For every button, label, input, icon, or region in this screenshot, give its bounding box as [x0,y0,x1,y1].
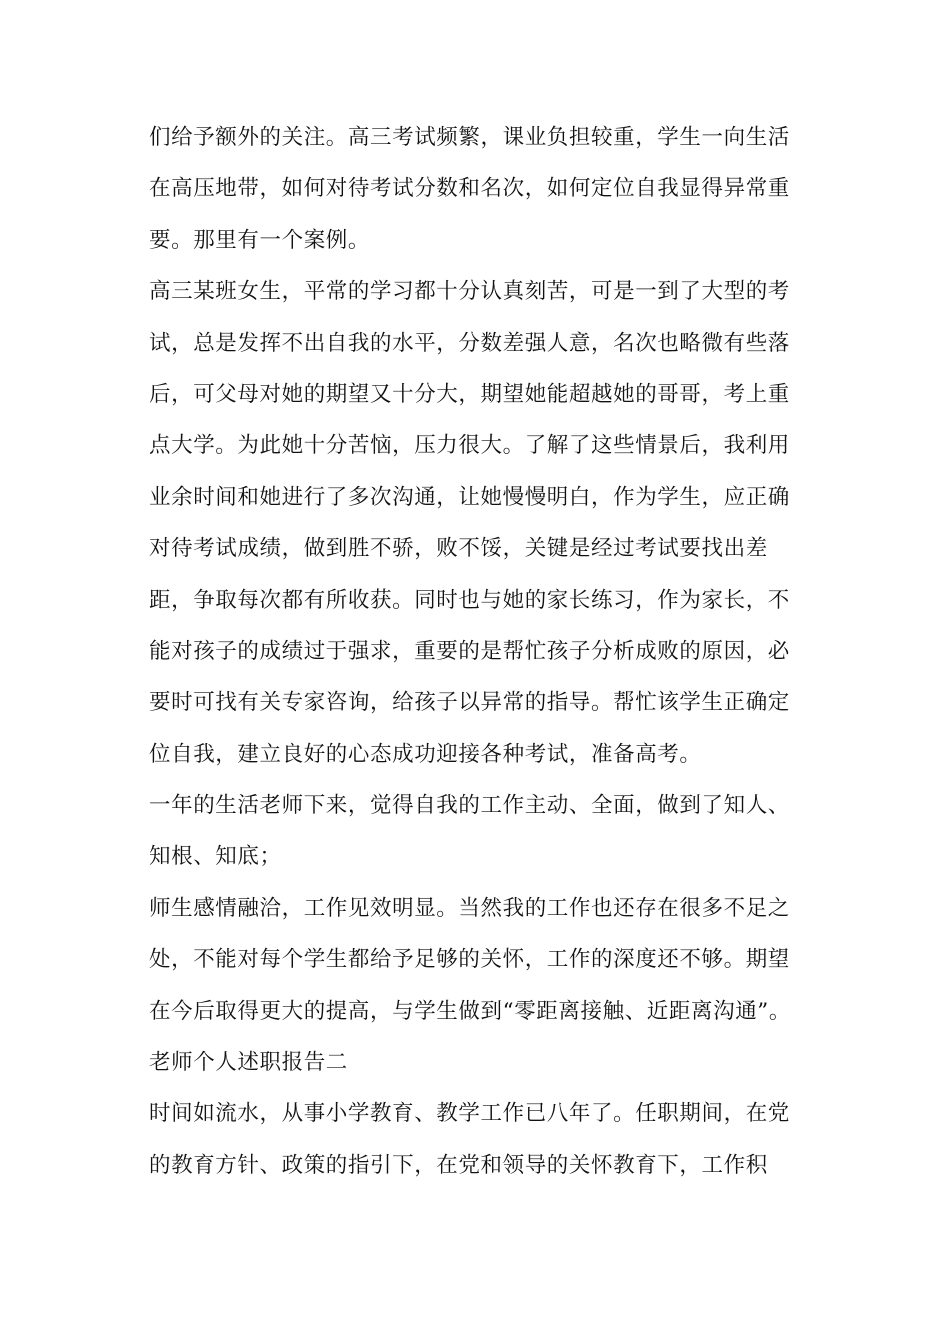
text-line: 要时可找有关专家咨询，给孩子以异常的指导。帮忙该学生正确定 [149,690,790,716]
heading-line: 老师个人述职报告二 [149,1050,348,1076]
paragraph-6 [149,1088,803,1191]
text-line: 位自我，建立良好的心态成功迎接各种考试，准备高考。 [149,741,702,767]
text-line: 在高压地带，如何对待考试分数和名次，如何定位自我显得异常重 [149,176,790,202]
text-line: 能对孩子的成绩过于强求，重要的是帮忙孩子分析成败的原因，必 [149,638,790,664]
text-line: 要。那里有一个案例。 [149,227,371,253]
text-line: 时间如流水，从事小学教育、教学工作已八年了。任职期间，在党 [149,1101,790,1127]
text-line: 业余时间和她进行了多次沟通，让她慢慢明白，作为学生，应正确 [149,484,790,510]
text-line: 的教育方针、政策的指引下，在党和领导的关怀教育下，工作积 [149,1152,768,1178]
text-line: 对待考试成绩，做到胜不骄，败不馁，关键是经过考试要找出差 [149,536,768,562]
text-line: 一年的生活老师下来，觉得自我的工作主动、全面，做到了知人、 [149,793,790,819]
paragraph-4 [149,883,803,1037]
section-heading [149,1037,803,1088]
text-line: 师生感情融洽，工作见效明显。当然我的工作也还存在很多不足之 [149,895,790,921]
text-line: 点大学。为此她十分苦恼，压力很大。了解了这些情景后，我利用 [149,433,790,459]
text-line: 知根、知底； [149,844,282,870]
paragraph-2 [149,266,803,780]
text-line: 距，争取每次都有所收获。同时也与她的家长练习，作为家长，不 [149,587,790,613]
text-line: 们给予额外的关注。高三考试频繁，课业负担较重，学生一向生活 [149,125,790,150]
text-line: 高三某班女生，平常的学习都十分认真刻苦，可是一到了大型的考 [149,279,790,305]
document-body [149,112,803,1191]
text-line: 后，可父母对她的期望又十分大，期望她能超越她的哥哥，考上重 [149,381,790,407]
text-line: 试，总是发挥不出自我的水平，分数差强人意，名次也略微有些落 [149,330,790,356]
paragraph-1 [149,112,803,266]
paragraph-3 [149,780,803,883]
text-line: 在今后取得更大的提高，与学生做到“零距离接触、近距离沟通”。 [149,998,791,1024]
text-line: 处，不能对每个学生都给予足够的关怀，工作的深度还不够。期望 [149,947,790,973]
